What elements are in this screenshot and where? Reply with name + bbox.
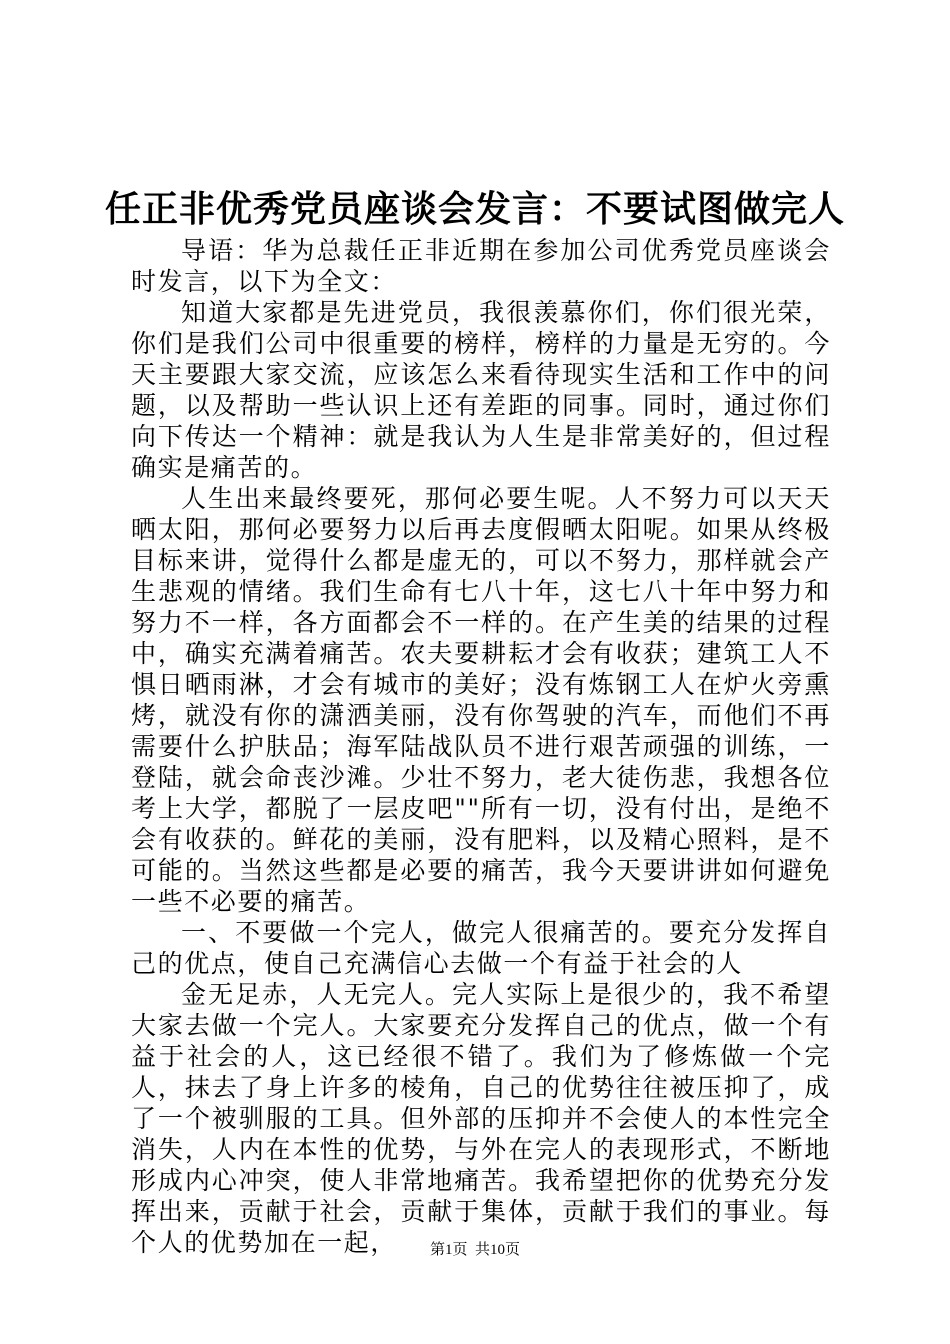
document-body [131,235,831,1258]
section-heading-1: 一、不要做一个完人，做完人很痛苦的。要充分发挥自己的优点，使自己充满信心去做一个有益于社会的人 [131,918,831,978]
paragraph-1: 知道大家都是先进党员，我很羡慕你们，你们很光荣，你们是我们公司中很重要的榜样，榜样的力量是无穷的。今天主要跟大家交流，应该怎么来看待现实生活和工作中的问题，以及帮助一些认识上还有差距的同事。同时，通过你们向下传达一个精神：就是我认为人生是非常美好的，但过程确实是痛苦的。 [131,298,831,482]
paragraph-2: 人生出来最终要死，那何必要生呢。人不努力可以天天晒太阳，那何必要努力以后再去度假晒太阳呢。如果从终极目标来讲，觉得什么都是虚无的，可以不努力，那样就会产生悲观的情绪。我们生命有七八十年，这七八十年中努力和努力不一样，各方面都会不一样的。在产生美的结果的过程中，确实充满着痛苦。农夫要耕耘才会有收获；建筑工人不惧日晒雨淋，才会有城市的美好；没有炼钢工人在炉火旁熏烤，就没有你的潇洒美丽，没有你驾驶的汽车，而他们不再需要什么护肤品；海军陆战队员不进行艰苦顽强的训练，一登陆，就会命丧沙滩。少壮不努力，老大徒伤悲，我想各位考上大学，都脱了一层皮吧""所有一切，没有付出，是绝不会有收获的。鲜花的美丽，没有肥料，以及精心照料，是不可能的。当然这些都是必要的痛苦，我今天要讲讲如何避免一些不必要的痛苦。 [131,484,831,916]
paragraph-intro: 导语：华为总裁任正非近期在参加公司优秀党员座谈会时发言，以下为全文： [131,236,831,296]
paragraph-3: 金无足赤，人无完人。完人实际上是很少的，我不希望大家去做一个完人。大家要充分发挥自己的优点，做一个有益于社会的人，这已经很不错了。我们为了修炼做一个完人，抹去了身上许多的棱角，自己的优势往往被压抑了，成了一个被驯服的工具。但外部的压抑并不会使人的本性完全消失，人内在本性的优势，与外在完人的表现形式，不断地形成内心冲突，使人非常地痛苦。我希望把你的优势充分发挥出来，贡献于社会，贡献于集体，贡献于我们的事业。每个人的优势加在一起， [131,980,831,1257]
document-title: 任正非优秀党员座谈会发言：不要试图做完人 [104,188,845,230]
page-footer: 第1页 共10页 [429,1242,520,1258]
